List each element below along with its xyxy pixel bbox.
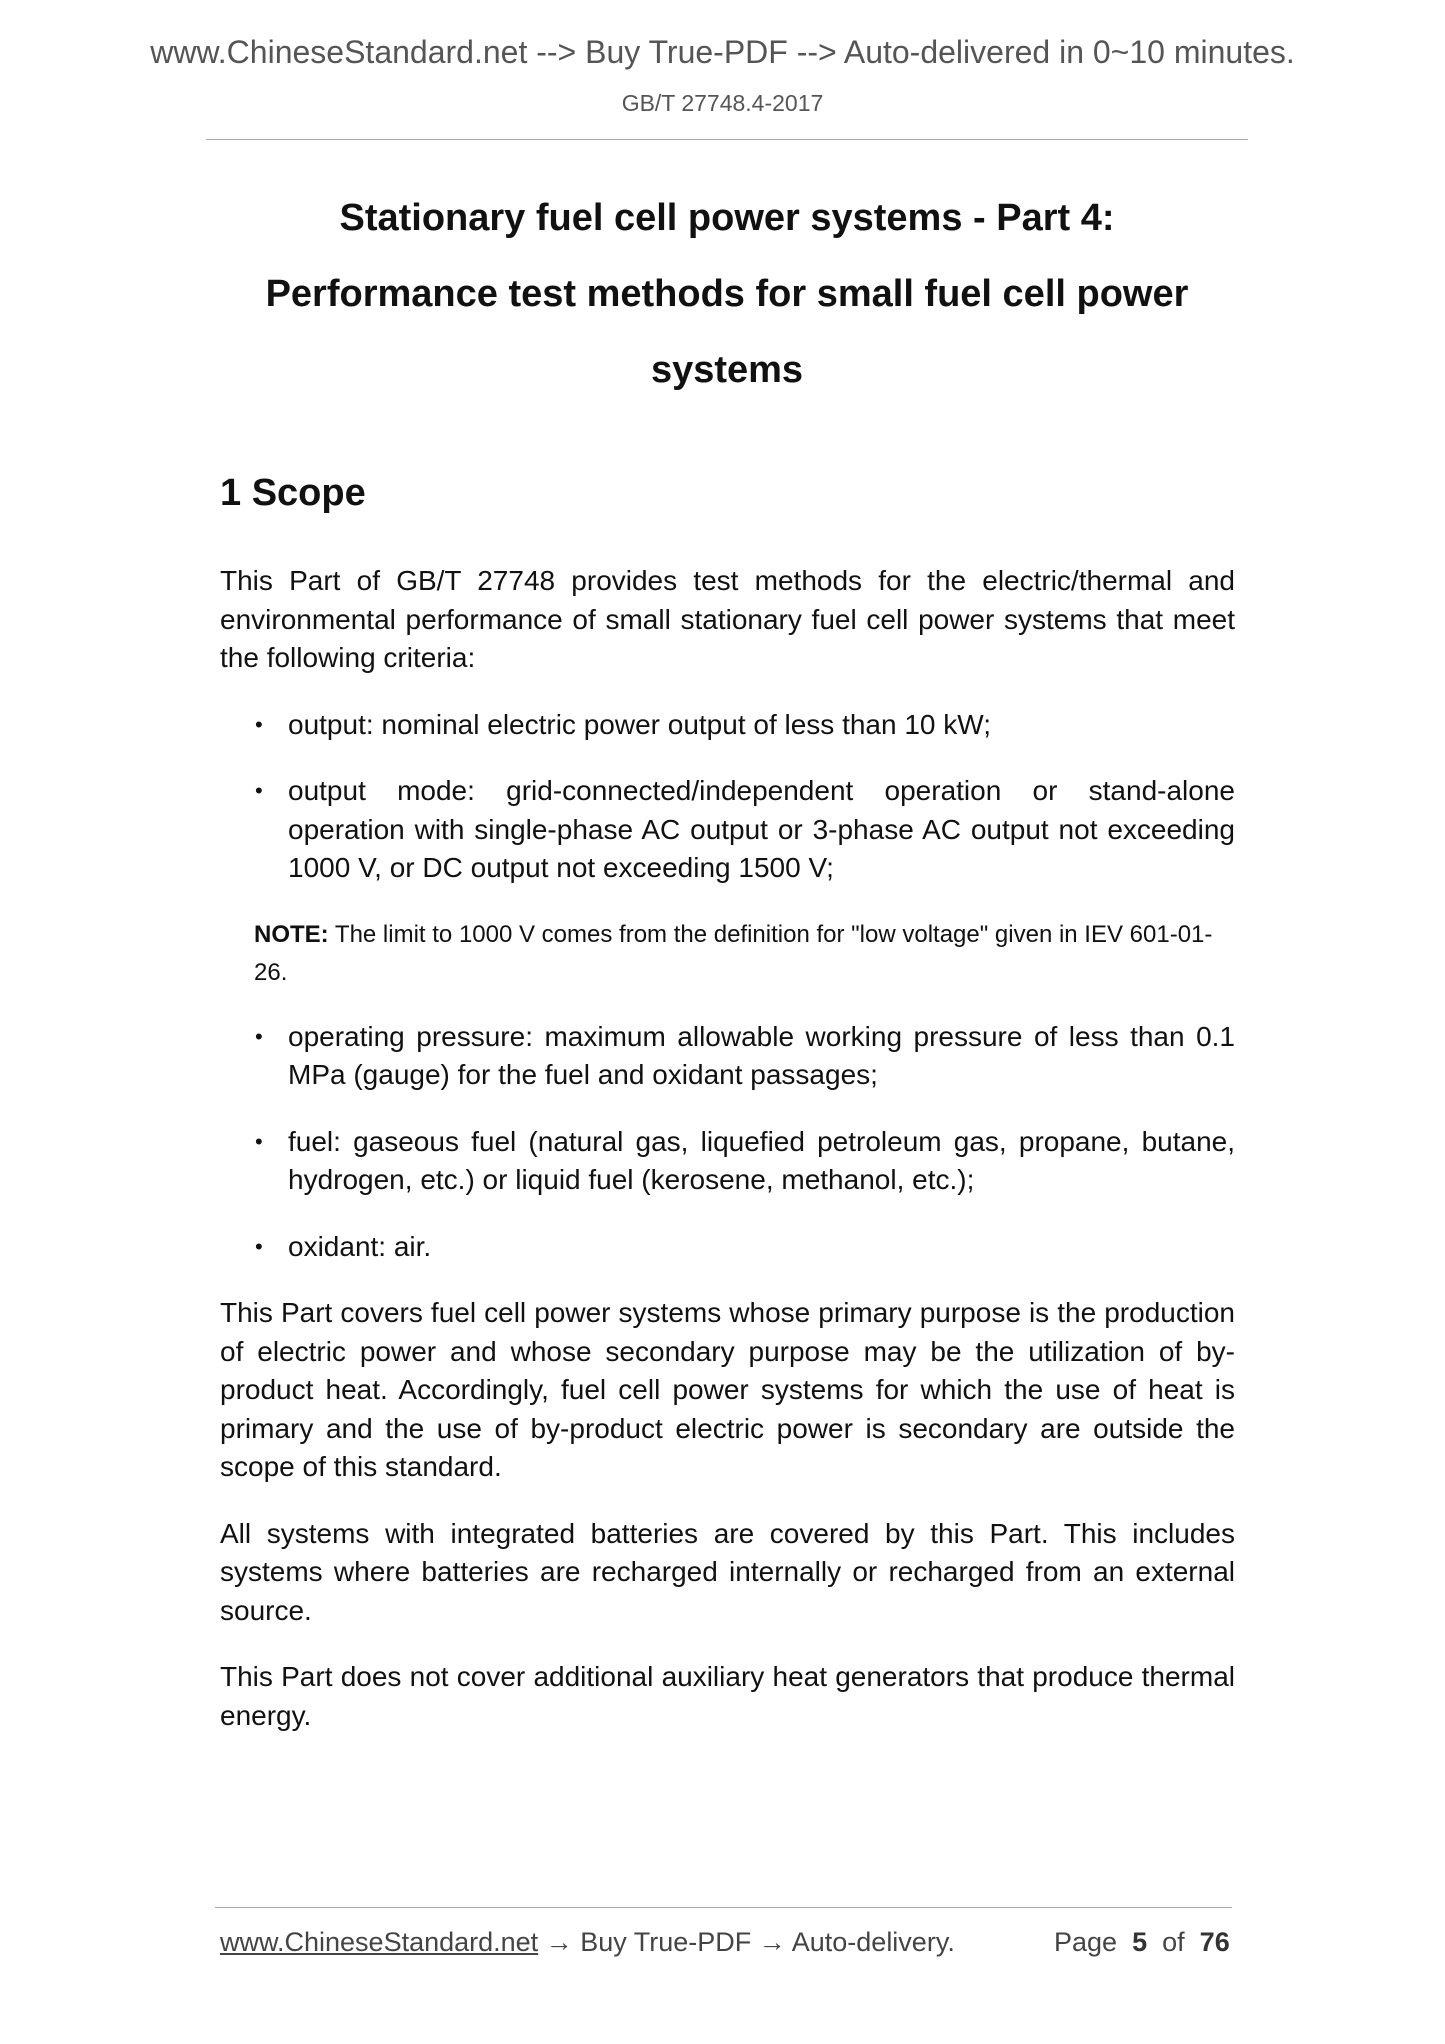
note-text: The limit to 1000 V comes from the definition for "low voltage" given in IEV 601-01-26. [254,920,1213,986]
footer-tail: → Buy True-PDF → Auto-delivery. [538,1927,955,1957]
section-body [220,562,1235,1763]
bullet-icon: • [255,1233,263,1259]
scope-paragraph-1: This Part covers fuel cell power systems whose primary purpose is the production of electric power and whose secondary purpose may be the utilization of by-product heat. Accordingly, fuel cell power systems for which the use of heat is primary and the use of by-product electric power is secondary are outside the scope of this standard. [220,1297,1235,1482]
bullet-icon: • [255,711,263,737]
page-label: Page [1054,1927,1118,1957]
bullet-icon: • [255,1128,263,1154]
footer-promo [220,1927,955,1958]
note [254,916,1235,992]
list-item [220,1018,1235,1095]
list-item-text: output: nominal electric power output of less than 10 kW; [288,708,991,740]
footer-divider [215,1907,1232,1908]
intro-paragraph: This Part of GB/T 27748 provides test methods for the electric/thermal and environmental performance of small stationary fuel cell power systems that meet the following criteria: [220,565,1235,673]
title-line-3: systems [650,349,804,391]
scope-paragraph-2: All systems with integrated batteries are covered by this Part. This includes systems where batteries are recharged internally or recharged from an external source. [220,1517,1235,1626]
list-item-text: fuel: gaseous fuel (natural gas, liquefied petroleum gas, propane, butane, hydrogen, etc.) or liquid fuel (kerosene, methanol, etc.); [288,1125,1235,1195]
list-item [220,1228,1235,1267]
header-divider [206,139,1248,140]
title-line-2: Performance test methods for small fuel cell power [265,273,1189,315]
list-item [220,1123,1235,1200]
page-number: 5 [1132,1927,1148,1957]
top-banner: www.ChineseStandard.net --> Buy True-PDF --> Auto-delivered in 0~10 minutes. [150,34,1295,70]
section-heading: 1 Scope [220,472,366,514]
footer-link[interactable]: www.ChineseStandard.net [220,1927,539,1957]
page-title [206,180,1248,408]
page-indicator [1054,1927,1230,1958]
list-item [220,772,1235,888]
doc-code: GB/T 27748.4-2017 [621,90,824,116]
bullet-icon: • [255,1023,263,1049]
list-item-text: output mode: grid-connected/independent operation or stand-alone operation with single-phase AC output or 3-phase AC output not exceeding 1000 V, or DC output not exceeding 1500 V; [288,775,1235,883]
list-item-text: oxidant: air. [288,1230,432,1262]
page-total: 76 [1199,1927,1230,1957]
note-label: NOTE: [254,920,329,948]
bullet-icon: • [255,778,263,803]
title-line-1: Stationary fuel cell power systems - Part 4: [339,197,1115,239]
list-item [220,706,1235,745]
list-item-text: operating pressure: maximum allowable working pressure of less than 0.1 MPa (gauge) for the fuel and oxidant passages; [288,1020,1235,1090]
of-label: of [1162,1927,1185,1957]
scope-paragraph-3: This Part does not cover additional auxiliary heat generators that produce thermal energy. [220,1661,1235,1731]
